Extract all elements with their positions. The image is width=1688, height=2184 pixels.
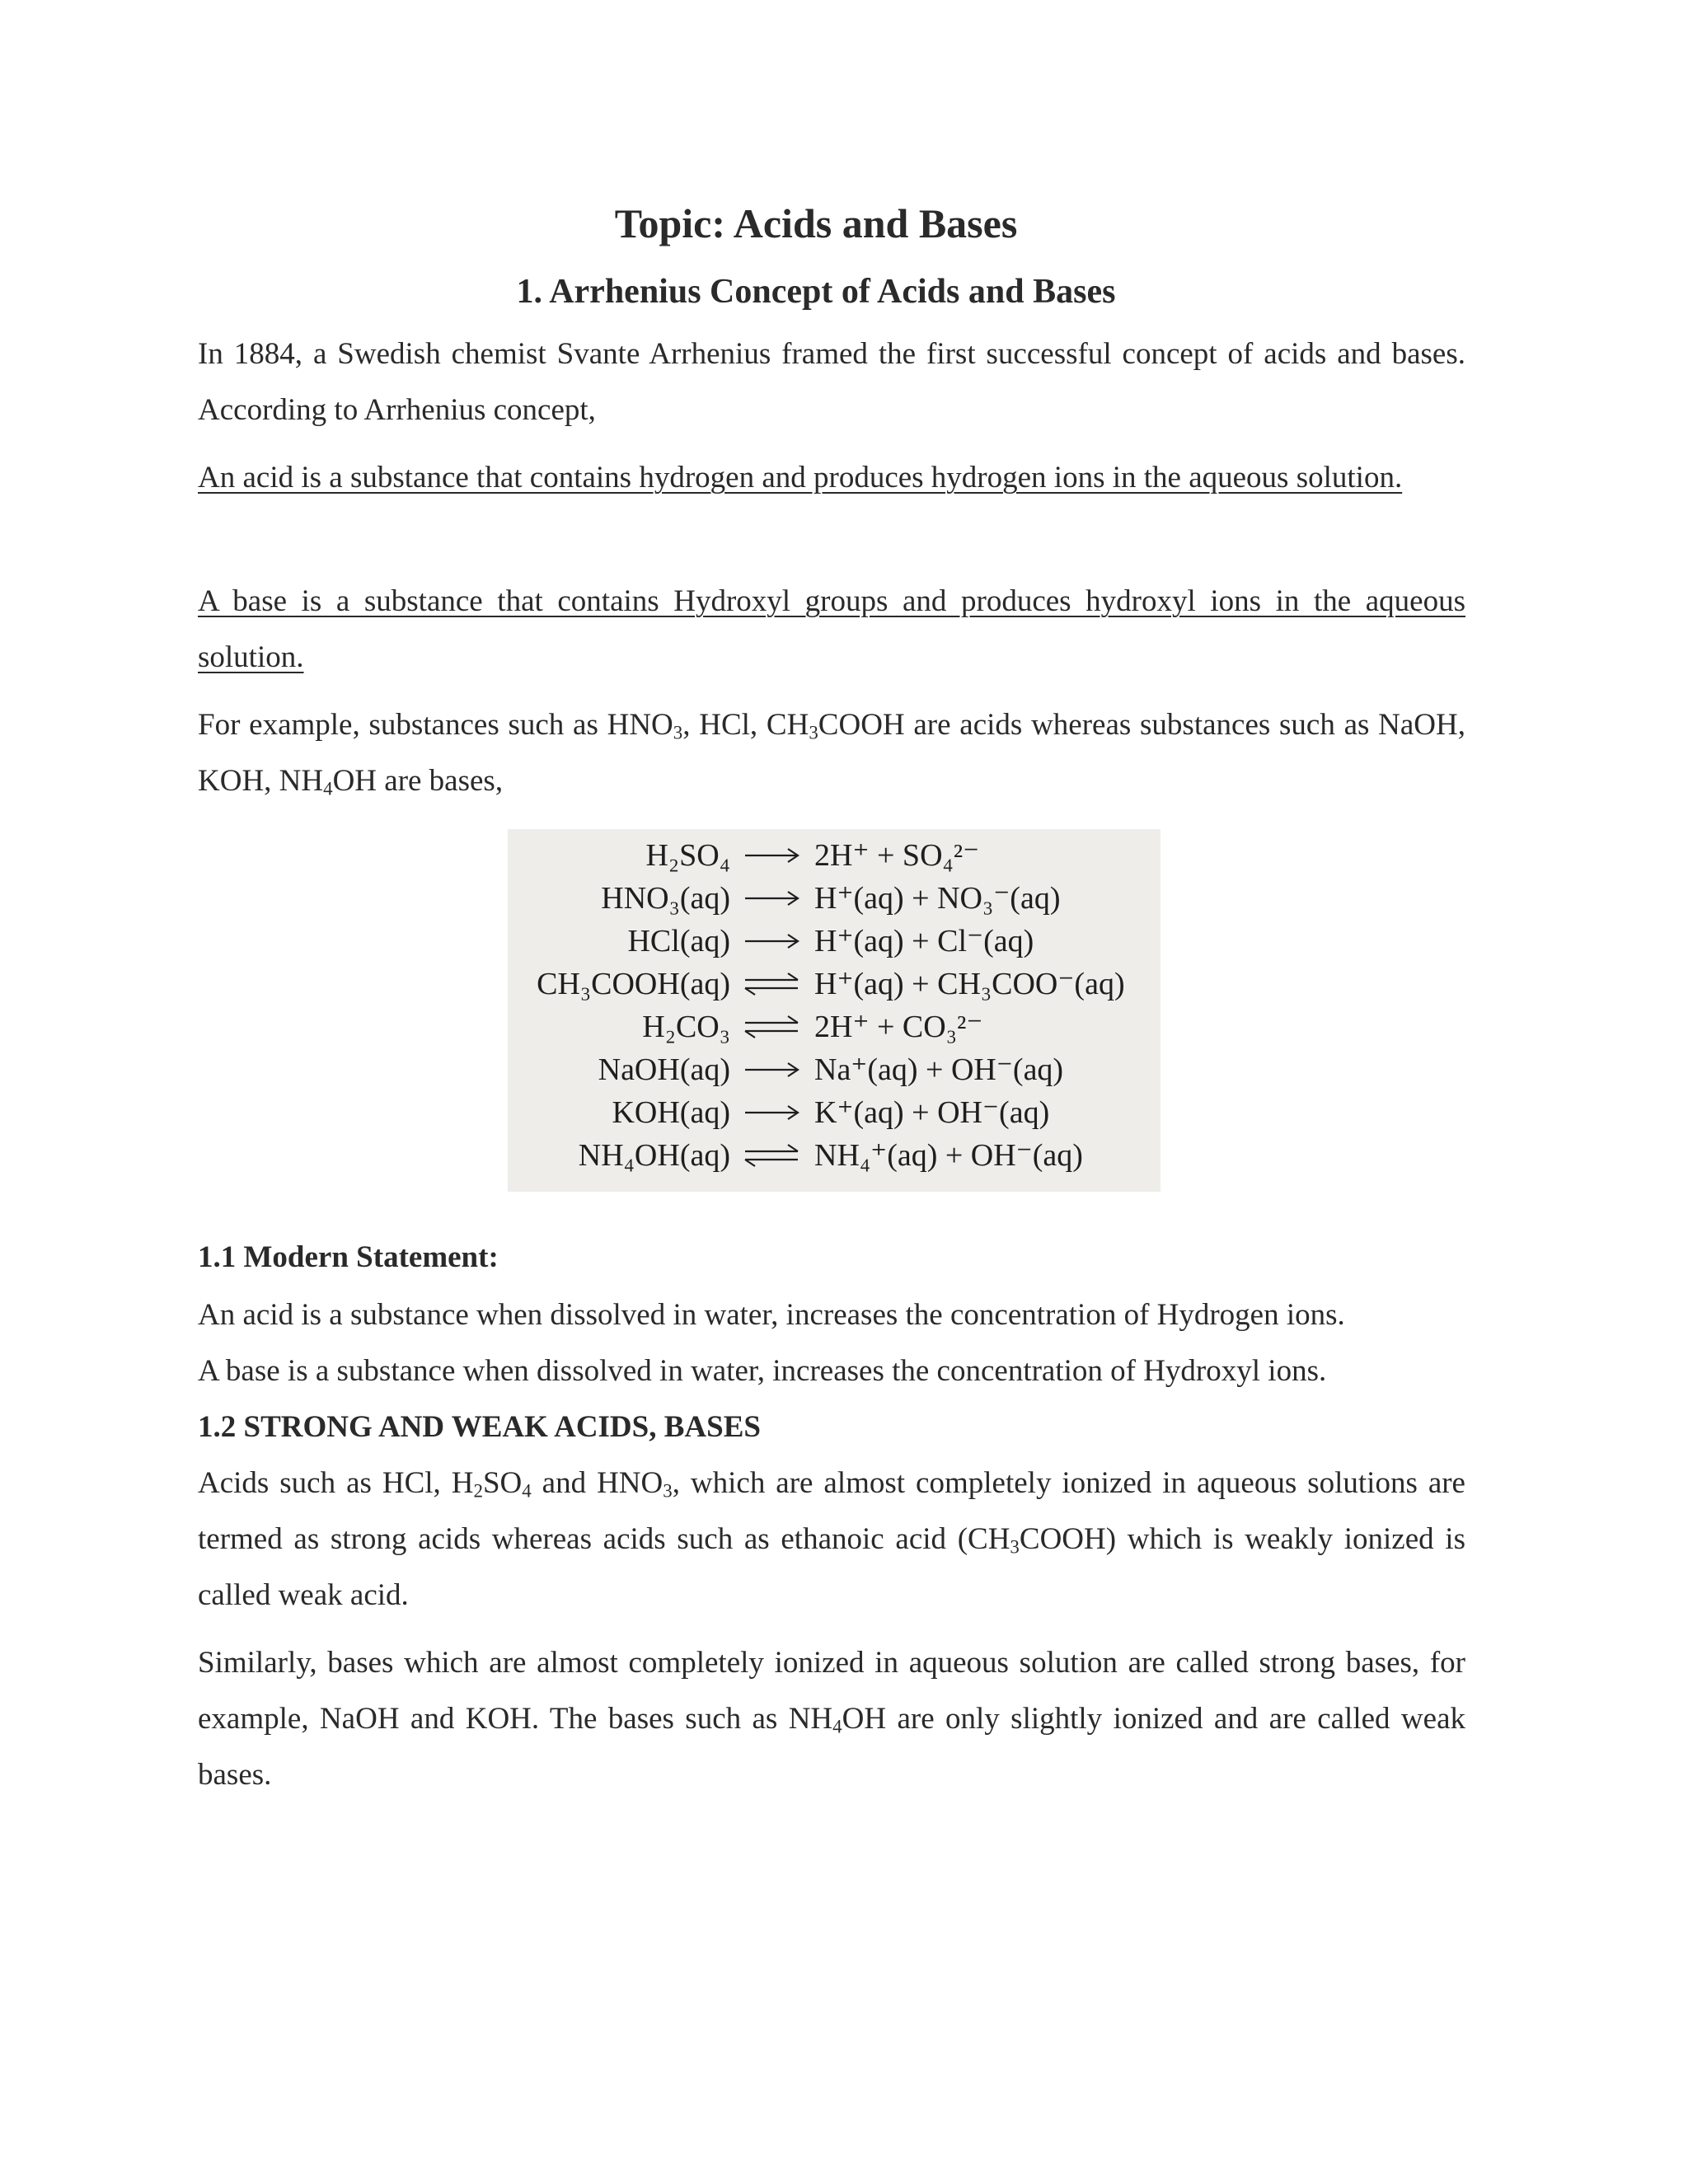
examples-sub-3: 4: [323, 778, 333, 799]
acids-sub-3: 3: [663, 1480, 673, 1502]
equation-right-2: H⁺(aq) + NO₃⁻(aq): [814, 881, 1061, 916]
acids-sub-1: 2: [473, 1480, 483, 1502]
examples-text-1: For example, substances such as HNO: [198, 708, 673, 742]
equation-right-8: NH₄⁺(aq) + OH⁻(aq): [814, 1138, 1083, 1173]
strong-weak-acids-paragraph: [198, 1455, 1465, 1624]
equation-left-7: KOH(aq): [612, 1095, 730, 1130]
equations-svg: [508, 829, 1160, 1192]
strong-weak-bases-paragraph: [198, 1635, 1465, 1803]
page-title: Topic: Acids and Bases: [614, 200, 1018, 246]
bases-text-1: Similarly, bases which are almost completely ionized in aqueous solution are called strong bases, for example, NaOH and KOH. The bases such as NH: [198, 1646, 1465, 1736]
equation-right-3: H⁺(aq) + Cl⁻(aq): [814, 924, 1034, 958]
equation-left-4: CH₃COOH(aq): [537, 967, 730, 1001]
equation-left-8: NH₄OH(aq): [578, 1138, 730, 1173]
bases-sub-1: 4: [832, 1716, 842, 1737]
acid-definition: An acid is a substance that contains hydrogen and produces hydrogen ions in the aqueous solution.: [198, 461, 1403, 494]
acids-text-5: COOH) which is weakly ionized is called weak acid.: [198, 1522, 1465, 1612]
equation-right-6: Na⁺(aq) + OH⁻(aq): [814, 1052, 1064, 1087]
examples-sub-2: 3: [809, 722, 818, 743]
intro-paragraph: In 1884, a Swedish chemist Svante Arrhenius framed the first successful concept of acids and bases. According to Arrhenius concept,: [198, 337, 1465, 427]
equation-right-1: 2H⁺ + SO₄²⁻: [814, 838, 980, 873]
right-arrow-icon: [745, 1106, 798, 1119]
right-arrow-icon: [745, 1063, 798, 1076]
examples-sub-1: 3: [673, 722, 683, 743]
right-arrow-icon: [745, 892, 798, 905]
acids-sub-2: 4: [522, 1480, 532, 1502]
equilibrium-arrow-icon: [745, 973, 798, 995]
examples-text-3: COOH are acids whereas substances such as NaOH, KOH, NH: [198, 708, 1465, 798]
acids-text-3: and HNO: [531, 1466, 663, 1500]
bases-text-2: OH are only slightly ionized and are called weak bases.: [198, 1702, 1465, 1792]
examples-text-2: , HCl, CH: [682, 708, 809, 742]
equilibrium-arrow-icon: [745, 1016, 798, 1038]
base-definition: A base is a substance that contains Hydroxyl groups and produces hydroxyl ions in the aqueous solution.: [198, 584, 1465, 674]
acids-sub-4: 3: [1010, 1536, 1020, 1558]
equation-right-7: K⁺(aq) + OH⁻(aq): [814, 1095, 1050, 1130]
right-arrow-icon: [745, 935, 798, 948]
modern-base-statement: A base is a substance when dissolved in water, increases the concentration of Hydroxyl ions.: [198, 1354, 1327, 1388]
equation-right-4: H⁺(aq) + CH₃COO⁻(aq): [814, 967, 1125, 1001]
examples-paragraph: [198, 697, 1465, 809]
section-1-2-heading: 1.2 STRONG AND WEAK ACIDS, BASES: [198, 1410, 761, 1444]
acids-text-4: , which are almost completely ionized in aqueous solutions are termed as strong acids whereas acids such as ethanoic acid (CH: [198, 1466, 1465, 1556]
equation-left-1: H₂SO₄: [645, 838, 730, 873]
equations-figure: [508, 829, 1160, 1192]
acids-text-2: SO: [482, 1466, 523, 1500]
equation-right-5: 2H⁺ + CO₃²⁻: [814, 1010, 983, 1044]
equilibrium-arrow-icon: [745, 1145, 798, 1166]
equation-left-6: NaOH(aq): [598, 1052, 730, 1087]
equation-left-3: HCl(aq): [627, 924, 730, 958]
section-1-1-heading: 1.1 Modern Statement:: [198, 1240, 499, 1274]
equation-left-2: HNO₃(aq): [601, 881, 730, 916]
examples-text-4: OH are bases,: [332, 764, 504, 798]
modern-acid-statement: An acid is a substance when dissolved in water, increases the concentration of Hydrogen ions.: [198, 1298, 1345, 1332]
equation-left-5: H₂CO₃: [642, 1010, 730, 1044]
section-1-heading: 1. Arrhenius Concept of Acids and Bases: [516, 273, 1116, 311]
acids-text-1: Acids such as HCl, H: [198, 1466, 474, 1500]
right-arrow-icon: [745, 849, 798, 862]
